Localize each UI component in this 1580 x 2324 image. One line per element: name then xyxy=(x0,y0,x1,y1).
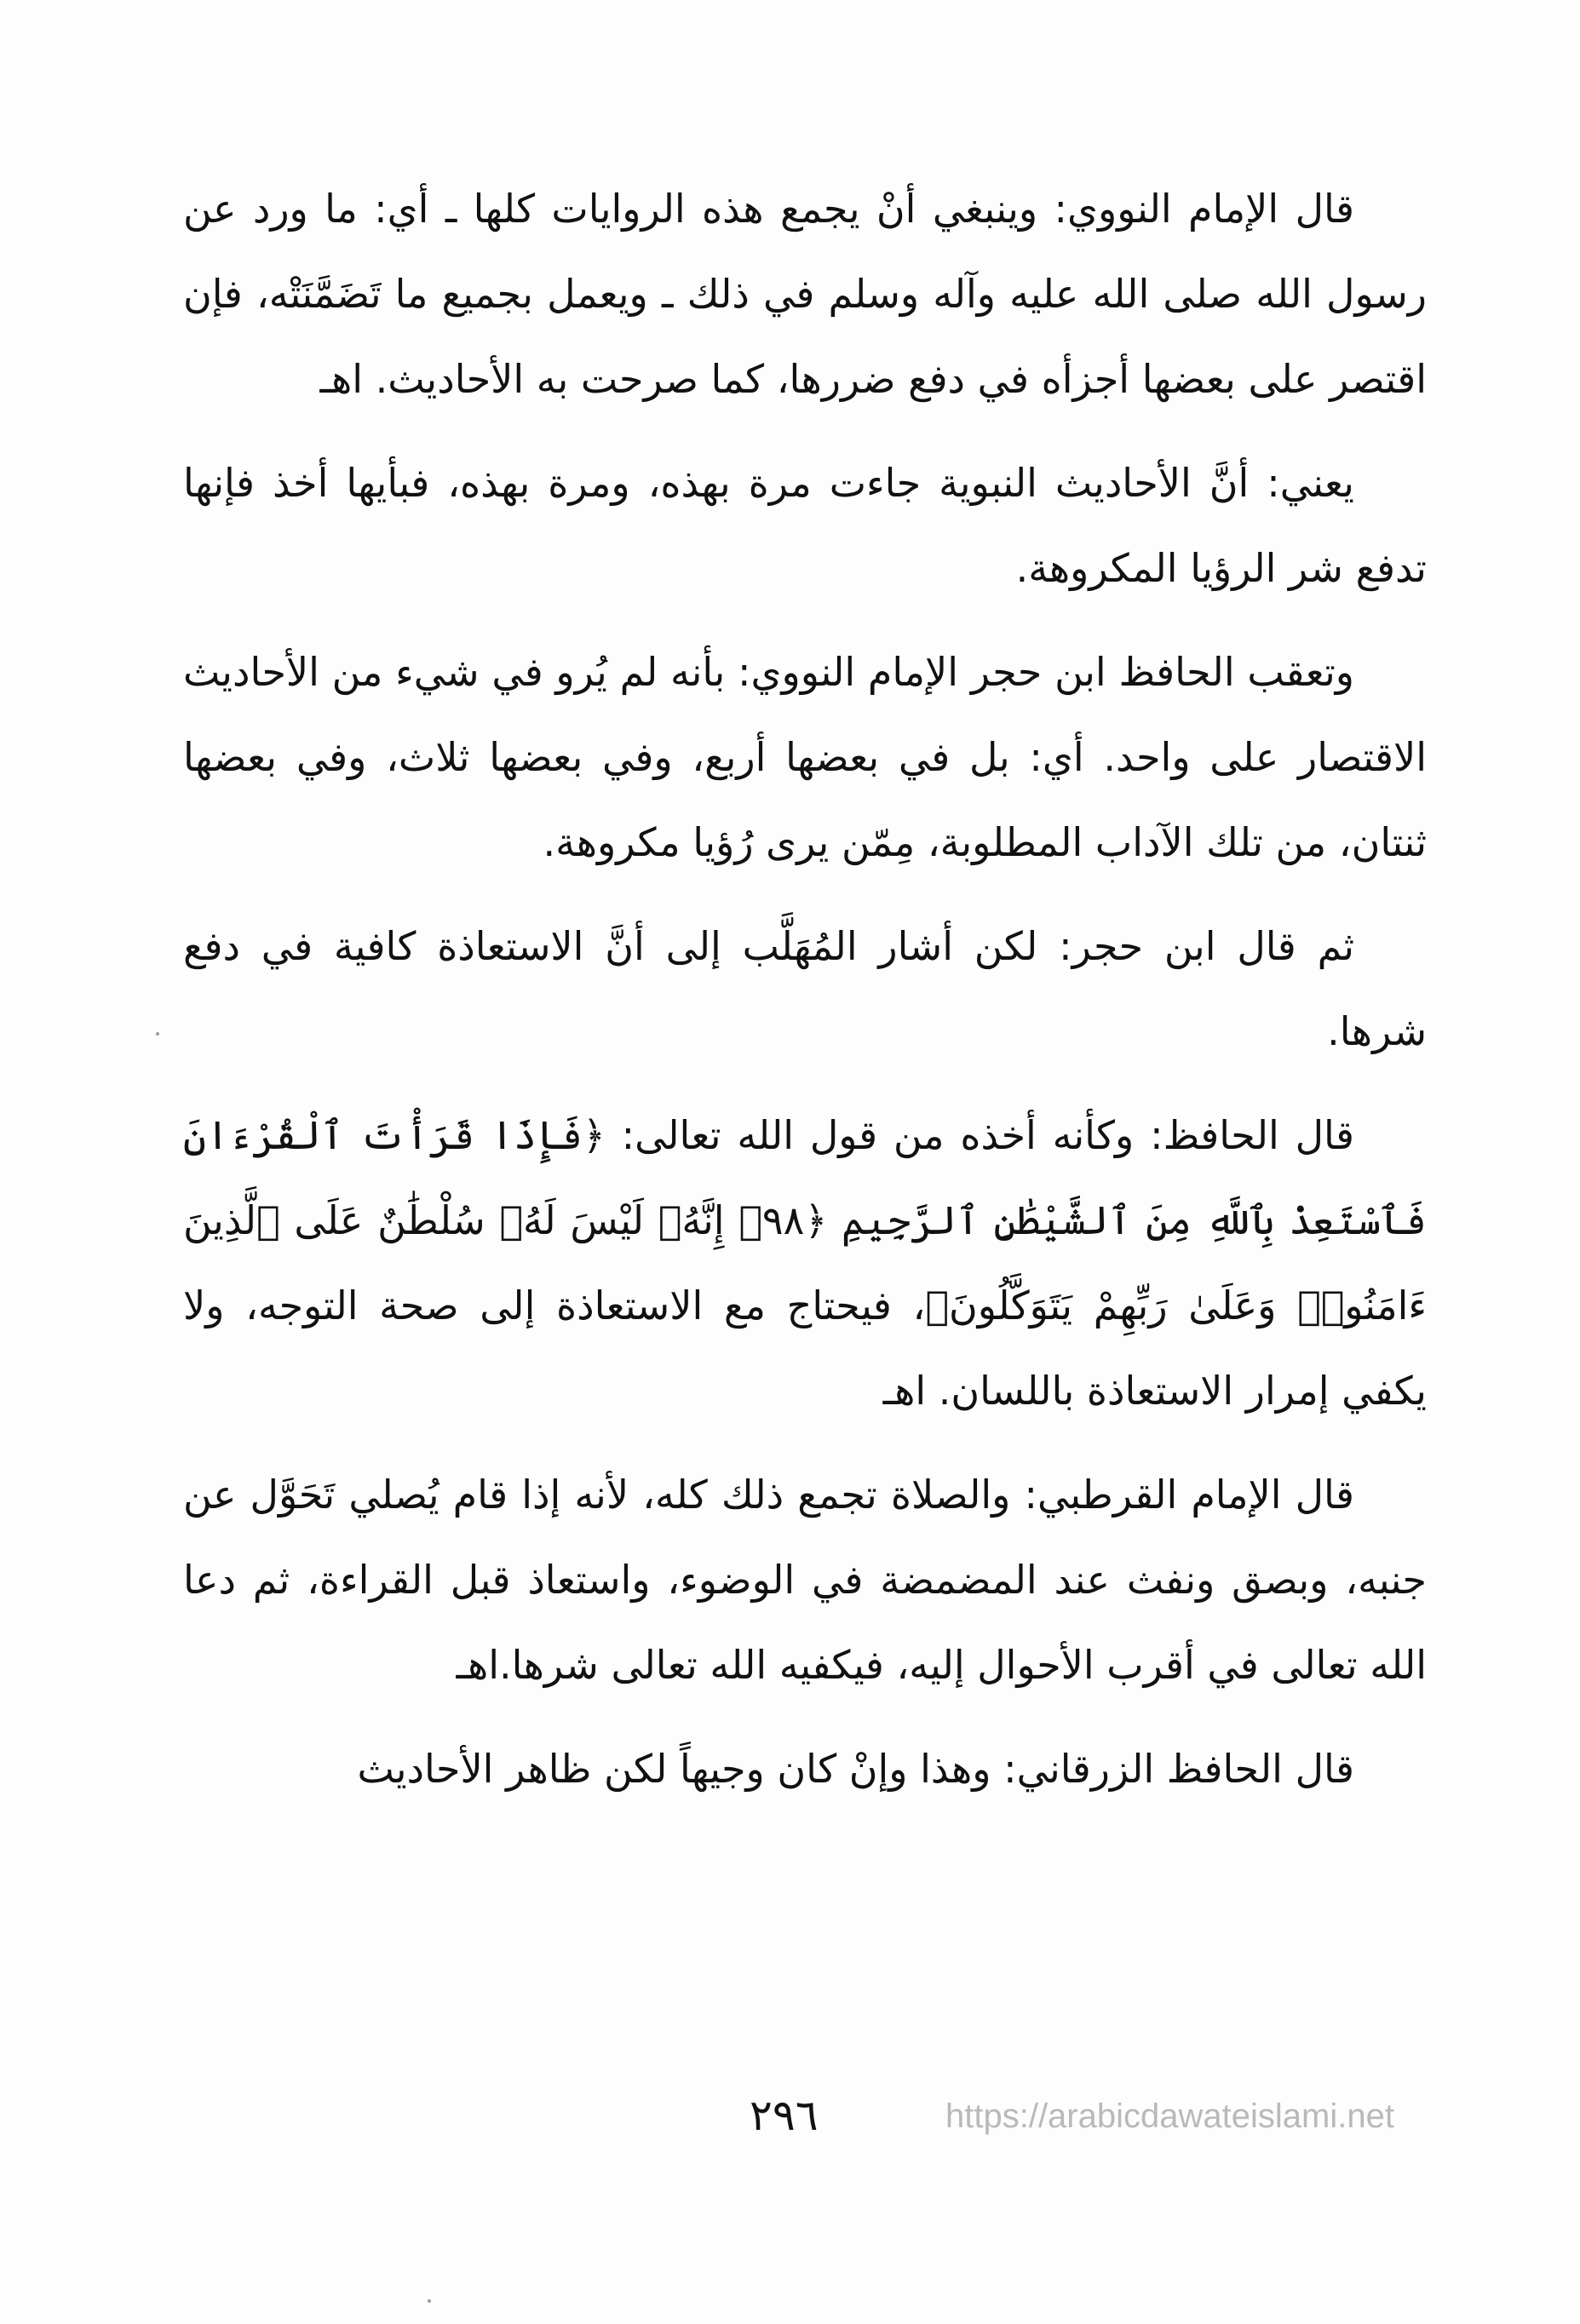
paragraph-text: يعني: أنَّ الأحاديث النبوية جاءت مرة بهذه، ومرة بهذه، فبأيها أخذ فإنها تدفع شر الرؤيا المكروهة. xyxy=(183,460,1427,591)
paragraph-text-after: ، فيحتاج مع الاستعاذة إلى صحة التوجه، ولا يكفي إمرار الاستعاذة باللسان. اهـ xyxy=(183,1283,1427,1414)
paragraph-text-before: قال الحافظ: وكأنه أخذه من قول الله تعالى: xyxy=(605,1112,1354,1158)
paragraph-nawawi xyxy=(183,166,1427,422)
paragraph-hafiz-quran xyxy=(183,1093,1427,1433)
page-footer xyxy=(0,2091,1580,2159)
paragraph-text: قال الإمام النووي: وينبغي أنْ يجمع هذه الروايات كلها ـ أي: ما ورد عن رسول الله صلى الله عليه وآله وسلم في ذلك ـ ويعمل بجميع ما تَضَمَّنَتْه، فإن اقتصر على بعضها أجزأه في دفع ضررها، كما صرحت به الأحاديث. اهـ xyxy=(183,186,1427,402)
page-number: ٢٩٦ xyxy=(750,2091,819,2140)
watermark-url: https://arabicdawateislami.net xyxy=(945,2097,1394,2135)
paragraph-text: وتعقب الحافظ ابن حجر الإمام النووي: بأنه لم يُرو في شيء من الأحاديث الاقتصار على واحد. أي: بل في بعضها أربع، وفي بعضها ثلاث، وفي بعضها ثنتان، من تلك الآداب المطلوبة، مِمّن يرى رُؤيا مكروهة. xyxy=(183,649,1427,865)
scan-speck xyxy=(156,1032,159,1036)
paragraph-muhallab xyxy=(183,904,1427,1074)
paragraph-text: قال الحافظ الزرقاني: وهذا وإنْ كان وجيهاً لكن ظاهر الأحاديث xyxy=(357,1746,1354,1792)
paragraph-text: قال الإمام القرطبي: والصلاة تجمع ذلك كله، لأنه إذا قام يُصلي تَحَوَّل عن جنبه، وبصق ونفث عند المضمضة في الوضوء، واستعاذ قبل القراءة، ثم دعا الله تعالى في أقرب الأحوال إليه، فيكفيه الله تعالى شرها.اهـ xyxy=(183,1472,1427,1688)
paragraph-zurqani xyxy=(183,1726,1427,1811)
paragraph-text: ثم قال ابن حجر: لكن أشار المُهَلَّب إلى أنَّ الاستعاذة كافية في دفع شرها. xyxy=(183,923,1427,1054)
paragraph-qurtubi xyxy=(183,1452,1427,1707)
quran-verse: ﴿فَإِذَا قَرَأْتَ ٱلْقُرْءَانَ فَٱسْتَعِذْ بِٱللَّهِ مِنَ ٱلشَّيْطَٰنِ ٱلرَّجِيمِ ﴿٩٨﴾ إِنَّهُۥ لَيْسَ لَهُۥ سُلْطَٰنٌ عَلَى ٱلَّذِينَ ءَامَنُوا۟ وَعَلَىٰ رَبِّهِمْ يَتَوَكَّلُونَ﴾ xyxy=(183,1112,1428,1328)
scan-speck xyxy=(428,2299,431,2303)
paragraph-ibn-hajar-critique xyxy=(183,629,1427,885)
body-text xyxy=(183,166,1427,1811)
paragraph-explanation xyxy=(183,440,1427,611)
